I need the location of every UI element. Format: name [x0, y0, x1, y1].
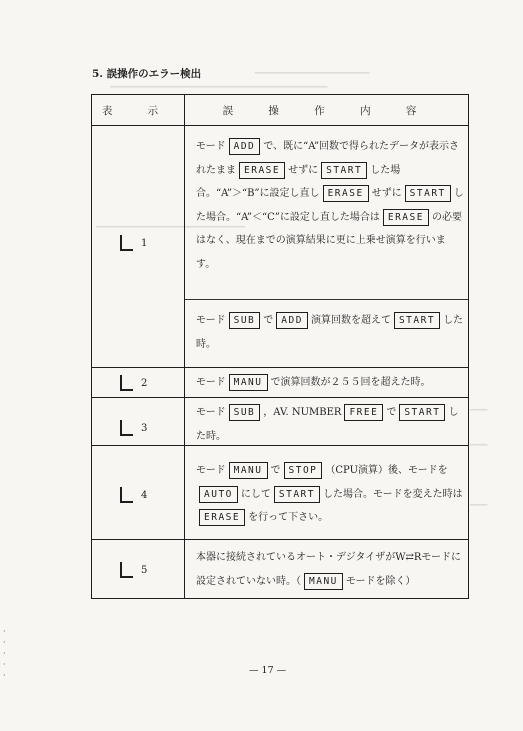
key-label-start: START [274, 486, 320, 503]
row-1-content-b [196, 309, 464, 356]
row-2-content [196, 371, 464, 395]
text-fragment: モードを除く） [345, 575, 416, 587]
row-number: 3 [120, 420, 147, 436]
text-fragment: で [270, 465, 281, 476]
margin-dots: · · · · · [3, 627, 6, 680]
key-label-erase: ERASE [239, 162, 285, 179]
key-label-manu: MANU [229, 374, 268, 391]
row-1-sub-divider [185, 299, 468, 300]
bracket-mark [120, 235, 133, 251]
text-fragment: した場合。“A”＞“B”に設定し直し [196, 164, 401, 199]
text-fragment: した場合。 [196, 188, 464, 223]
bracket-mark [120, 420, 133, 436]
text-fragment: せずに [371, 188, 402, 199]
key-label-start: START [321, 162, 367, 179]
key-label-manu: MANU [229, 462, 268, 479]
section-heading: 5. 誤操作のエラー検出 [92, 68, 202, 80]
text-fragment: した時。 [196, 407, 459, 442]
text-fragment: で、既に“A”回数で得られたデータが表示されたまま [196, 141, 460, 176]
key-label-stop: STOP [284, 462, 323, 479]
text-fragment: で演算回数が２５５回を超えた時。 [270, 377, 431, 388]
row-3-content [196, 401, 464, 448]
error-table [91, 94, 469, 599]
text-fragment: モード [196, 465, 226, 476]
text-fragment: の必要はなく、現在までの演算結果に更に上乗せ演算を行います。 [196, 211, 462, 270]
row-1-content-a [196, 135, 464, 276]
bracket-mark [120, 487, 133, 503]
row-number: 4 [120, 487, 147, 503]
key-label-erase: ERASE [383, 209, 429, 226]
row-5-content [196, 546, 464, 593]
row-divider [92, 539, 468, 540]
key-label-start: START [405, 185, 451, 202]
text-fragment: で [386, 407, 397, 418]
row-divider [92, 367, 468, 368]
text-fragment: にして [240, 488, 271, 500]
row-divider [92, 397, 468, 398]
row-4-content [196, 459, 464, 530]
text-fragment: を行って下さい。 [248, 512, 329, 523]
text-fragment: “A”＜“C”に設定し直した場合は [236, 211, 380, 223]
key-label-start: START [394, 312, 440, 329]
text-fragment: モード [196, 315, 226, 326]
key-label-erase: ERASE [199, 509, 245, 526]
text-fragment: 演算回数を超えて [310, 315, 391, 326]
text-fragment: した場合。モードを変えた時は [323, 488, 463, 500]
row-number: 1 [120, 235, 147, 251]
key-label-manu: MANU [304, 573, 343, 590]
text-fragment: した時。 [196, 315, 464, 350]
text-fragment: （CPU演算）後、モードを [325, 465, 448, 476]
key-label-start: START [399, 404, 445, 421]
header-display: 表 示 [101, 104, 175, 117]
page-number: — 17 — [249, 665, 287, 676]
bracket-mark [120, 375, 133, 391]
key-label-add: ADD [276, 312, 308, 329]
key-label-auto: AUTO [199, 486, 238, 503]
key-label-free: FREE [344, 404, 383, 421]
text-fragment: モード [196, 141, 226, 152]
text-fragment: で [263, 315, 274, 326]
key-label-sub: SUB [229, 312, 261, 329]
text-fragment: 本器に接続されているオート・デジタイザがW⇄Rモードに設定されていない時。（ [196, 552, 461, 587]
text-fragment: モード [196, 407, 226, 418]
header-divider [92, 125, 468, 126]
bracket-mark [120, 562, 133, 578]
row-number: 5 [120, 562, 147, 578]
text-fragment: ，AV. NUMBER [263, 407, 342, 418]
key-label-sub: SUB [229, 404, 261, 421]
key-label-add: ADD [229, 138, 261, 155]
text-fragment: せずに [288, 164, 319, 176]
text-fragment: モード [196, 377, 226, 388]
header-content: 誤 操 作 内 容 [222, 104, 433, 117]
row-number: 2 [120, 375, 147, 391]
key-label-erase: ERASE [323, 185, 369, 202]
column-divider [184, 95, 185, 598]
